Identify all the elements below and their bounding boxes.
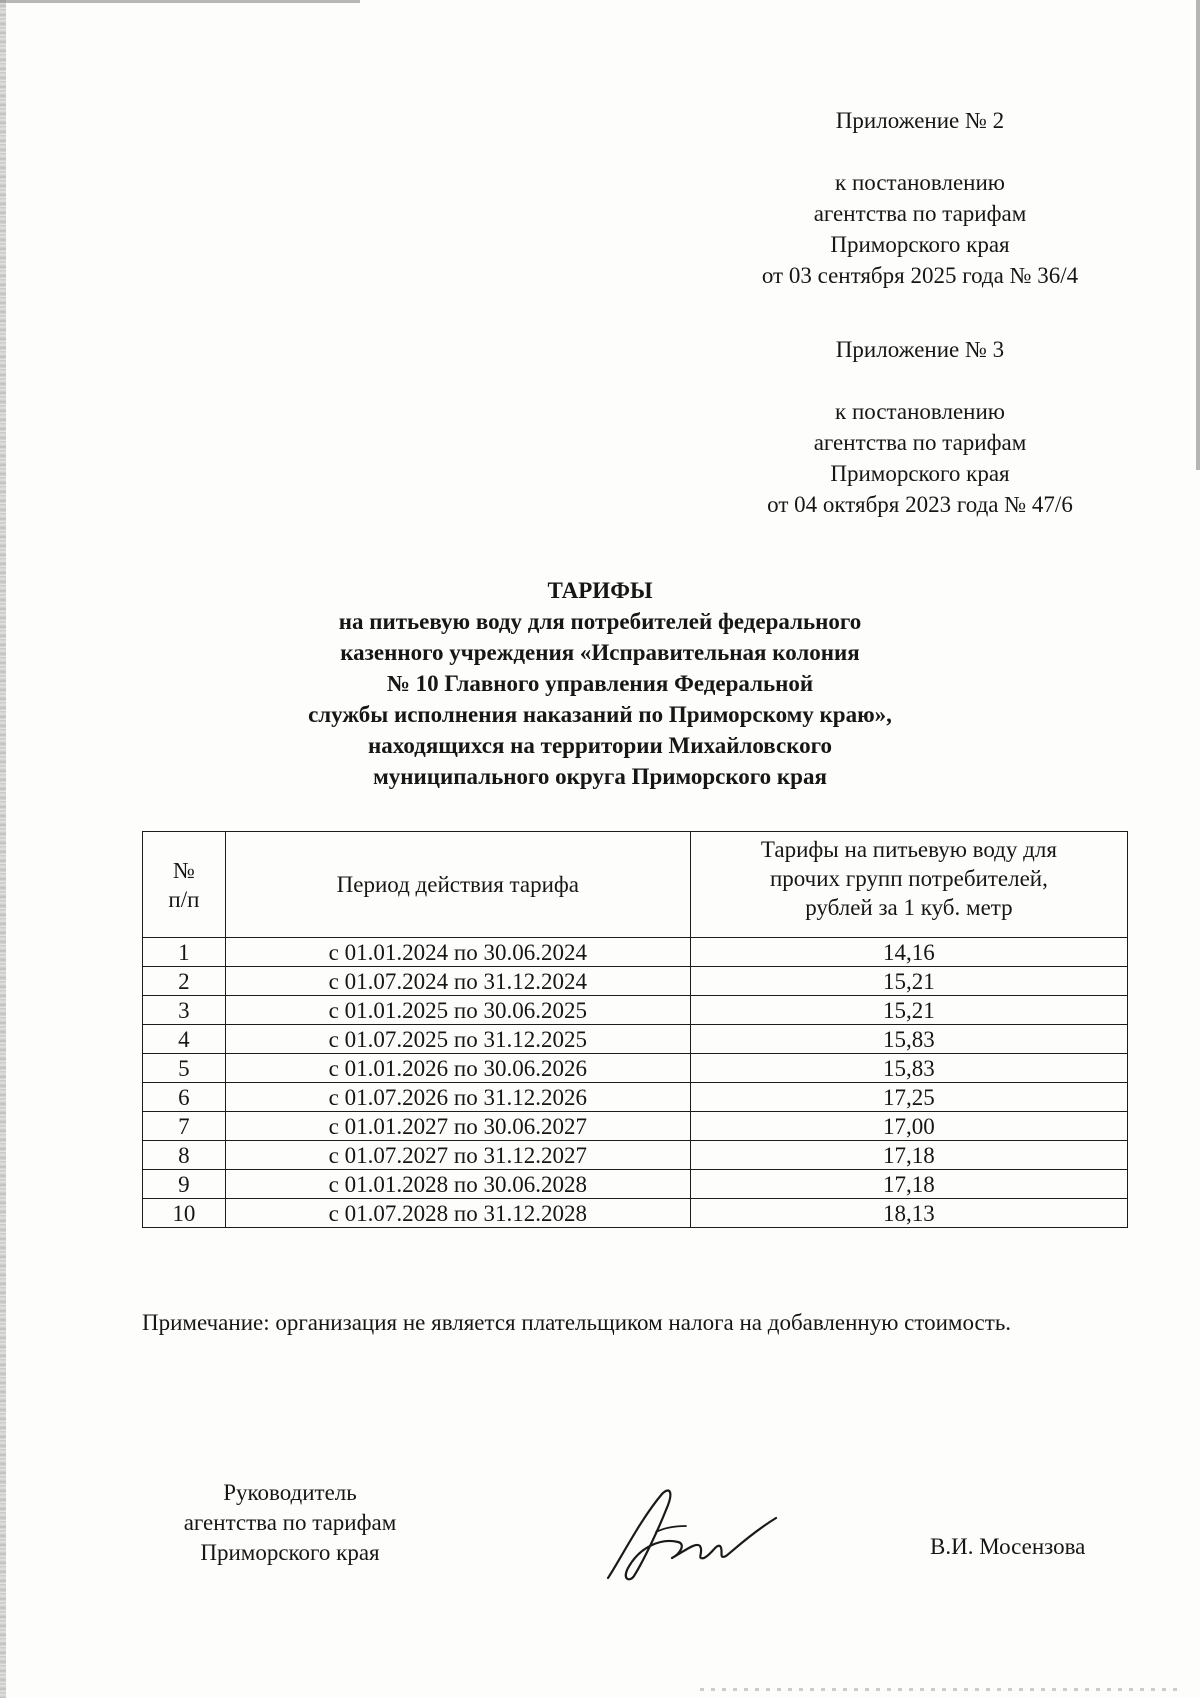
scan-edge-top (0, 0, 360, 3)
row-tariff: 17,18 (690, 1170, 1127, 1199)
table-row (143, 1054, 1128, 1083)
signatory-position-line: Приморского края (200, 1540, 380, 1565)
scan-edge-right (1196, 0, 1200, 470)
annex-2-heading: Приложение № 2 (835, 108, 1005, 133)
annex-3-line: к постановлению (835, 399, 1005, 424)
annex-2-line: к постановлению (835, 170, 1005, 195)
header-tariff (690, 832, 1127, 938)
table-row (143, 1025, 1128, 1054)
row-tariff: 17,00 (690, 1112, 1127, 1141)
annex-2-line: агентства по тарифам (813, 201, 1027, 226)
row-period: с 01.07.2028 по 31.12.2028 (225, 1199, 690, 1228)
signatory-position (140, 1478, 440, 1568)
annex-3-block (700, 334, 1140, 520)
scan-dots-bottom (700, 1688, 1180, 1691)
annex-2-block (700, 105, 1140, 291)
row-period: с 01.01.2028 по 30.06.2028 (225, 1170, 690, 1199)
row-period: с 01.01.2027 по 30.06.2027 (225, 1112, 690, 1141)
annex-2-body (700, 167, 1140, 291)
table-row (143, 1141, 1128, 1170)
row-period: с 01.01.2024 по 30.06.2024 (225, 938, 690, 967)
row-num: 5 (143, 1054, 226, 1083)
row-num: 3 (143, 996, 226, 1025)
header-num-line: № (172, 857, 195, 883)
title-line: находящихся на территории Михайловского (367, 733, 833, 758)
table-header-row (143, 832, 1128, 938)
row-period: с 01.07.2024 по 31.12.2024 (225, 967, 690, 996)
row-period: с 01.01.2026 по 30.06.2026 (225, 1054, 690, 1083)
title-heading: ТАРИФЫ (547, 578, 653, 603)
row-num: 7 (143, 1112, 226, 1141)
title-line: на питьевую воду для потребителей федерального (338, 609, 862, 634)
table-row (143, 996, 1128, 1025)
row-period: с 01.01.2025 по 30.06.2025 (225, 996, 690, 1025)
row-num: 8 (143, 1141, 226, 1170)
header-period: Период действия тарифа (225, 832, 690, 938)
row-tariff: 15,83 (690, 1054, 1127, 1083)
table-row (143, 1170, 1128, 1199)
row-period: с 01.07.2027 по 31.12.2027 (225, 1141, 690, 1170)
row-period: с 01.07.2025 по 31.12.2025 (225, 1025, 690, 1054)
header-tariff-line: рублей за 1 куб. метр (805, 895, 1013, 920)
title-line: муниципального округа Приморского края (373, 764, 827, 789)
row-num: 4 (143, 1025, 226, 1054)
signatory-name: В.И. Мосензова (930, 1534, 1086, 1559)
title-line: службы исполнения наказаний по Приморскому краю», (308, 702, 892, 727)
annex-3-line: Приморского края (830, 461, 1010, 486)
annex-3-line: агентства по тарифам (813, 430, 1027, 455)
vat-note: Примечание: организация не является плательщиком налога на добавленную стоимость. (142, 1310, 1012, 1335)
annex-2-line: Приморского края (830, 232, 1010, 257)
row-tariff: 14,16 (690, 938, 1127, 967)
row-tariff: 15,83 (690, 1025, 1127, 1054)
signatory-position-line: агентства по тарифам (183, 1510, 397, 1535)
row-num: 1 (143, 938, 226, 967)
header-num (143, 832, 226, 938)
annex-3-body (700, 396, 1140, 520)
tariffs-table (142, 831, 1128, 1228)
table-row (143, 1083, 1128, 1112)
row-tariff: 18,13 (690, 1199, 1127, 1228)
table-row (143, 1112, 1128, 1141)
row-num: 10 (143, 1199, 226, 1228)
table-row (143, 1199, 1128, 1228)
scan-edge-left (0, 0, 6, 1698)
table-row (143, 938, 1128, 967)
document-title (180, 575, 1020, 792)
row-tariff: 15,21 (690, 996, 1127, 1025)
title-line: № 10 Главного управления Федеральной (386, 671, 814, 696)
header-tariff-line: прочих групп потребителей, (769, 866, 1048, 891)
row-num: 9 (143, 1170, 226, 1199)
handwritten-signature (600, 1480, 780, 1590)
row-num: 2 (143, 967, 226, 996)
signatory-position-line: Руководитель (223, 1480, 357, 1505)
annex-2-line: от 03 сентября 2025 года № 36/4 (761, 263, 1079, 288)
table-row (143, 967, 1128, 996)
annex-3-line: от 04 октября 2023 года № 47/6 (767, 492, 1073, 517)
row-tariff: 17,25 (690, 1083, 1127, 1112)
header-num-line: п/п (168, 886, 200, 912)
title-line: казенного учреждения «Исправительная колония (340, 640, 860, 665)
annex-3-heading: Приложение № 3 (835, 337, 1005, 362)
row-tariff: 17,18 (690, 1141, 1127, 1170)
row-num: 6 (143, 1083, 226, 1112)
row-tariff: 15,21 (690, 967, 1127, 996)
row-period: с 01.07.2026 по 31.12.2026 (225, 1083, 690, 1112)
header-tariff-line: Тарифы на питьевую воду для (760, 837, 1057, 862)
